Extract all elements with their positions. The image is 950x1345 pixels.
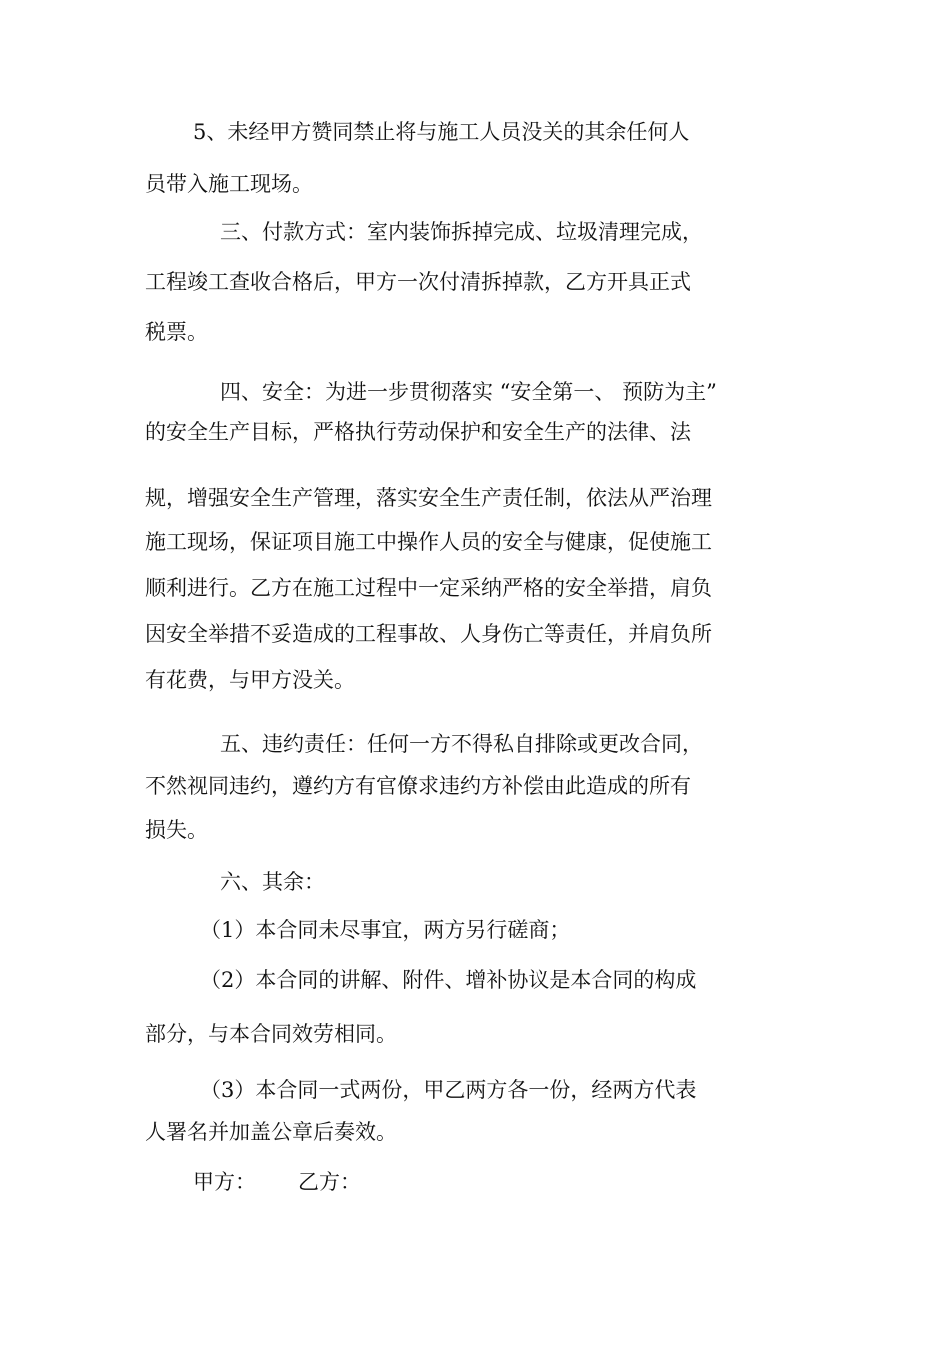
other-item-1: （1）本合同未尽事宜，两方另行磋商； bbox=[200, 918, 571, 942]
other-item-3-line-1: （3）本合同一式两份，甲乙两方各一份，经两方代表 bbox=[200, 1078, 697, 1102]
other-item-3-line-2: 人署名并加盖公章后奏效。 bbox=[145, 1120, 397, 1144]
payment-line-3: 税票。 bbox=[145, 320, 208, 344]
safety-line-1: 四、安全：为进一步贯彻落实 “安全第一、 预防为主” bbox=[220, 380, 717, 404]
safety-line-3: 规，增强安全生产管理，落实安全生产责任制，依法从严治理 bbox=[145, 486, 712, 510]
breach-line-2: 不然视同违约，遵约方有官僚求违约方补偿由此造成的所有 bbox=[145, 774, 691, 798]
payment-line-2: 工程竣工查收合格后，甲方一次付清拆掉款，乙方开具正式 bbox=[145, 270, 691, 294]
safety-line-5: 顺利进行。乙方在施工过程中一定采纳严格的安全举措，肩负 bbox=[145, 576, 712, 600]
safety-line-7: 有花费，与甲方没关。 bbox=[145, 668, 355, 692]
other-item-2-line-2: 部分，与本合同效劳相同。 bbox=[145, 1022, 397, 1046]
safety-line-4: 施工现场，保证项目施工中操作人员的安全与健康，促使施工 bbox=[145, 530, 712, 554]
safety-line-6: 因安全举措不妥造成的工程事故、人身伤亡等责任，并肩负所 bbox=[145, 622, 712, 646]
payment-line-1: 三、付款方式：室内装饰拆掉完成、垃圾清理完成， bbox=[220, 220, 703, 244]
other-item-2-line-1: （2）本合同的讲解、附件、增补协议是本合同的构成 bbox=[200, 968, 697, 992]
other-heading: 六、其余： bbox=[220, 870, 325, 894]
party-a-label: 甲方： bbox=[193, 1170, 256, 1194]
clause-5-line-2: 员带入施工现场。 bbox=[145, 172, 313, 196]
breach-line-1: 五、违约责任：任何一方不得私自排除或更改合同， bbox=[220, 732, 703, 756]
breach-line-3: 损失。 bbox=[145, 818, 208, 842]
safety-line-2: 的安全生产目标，严格执行劳动保护和安全生产的法律、法 bbox=[145, 420, 691, 444]
party-b-label: 乙方： bbox=[298, 1170, 361, 1194]
clause-5-line-1: 5、未经甲方赞同禁止将与施工人员没关的其余任何人 bbox=[193, 120, 690, 144]
